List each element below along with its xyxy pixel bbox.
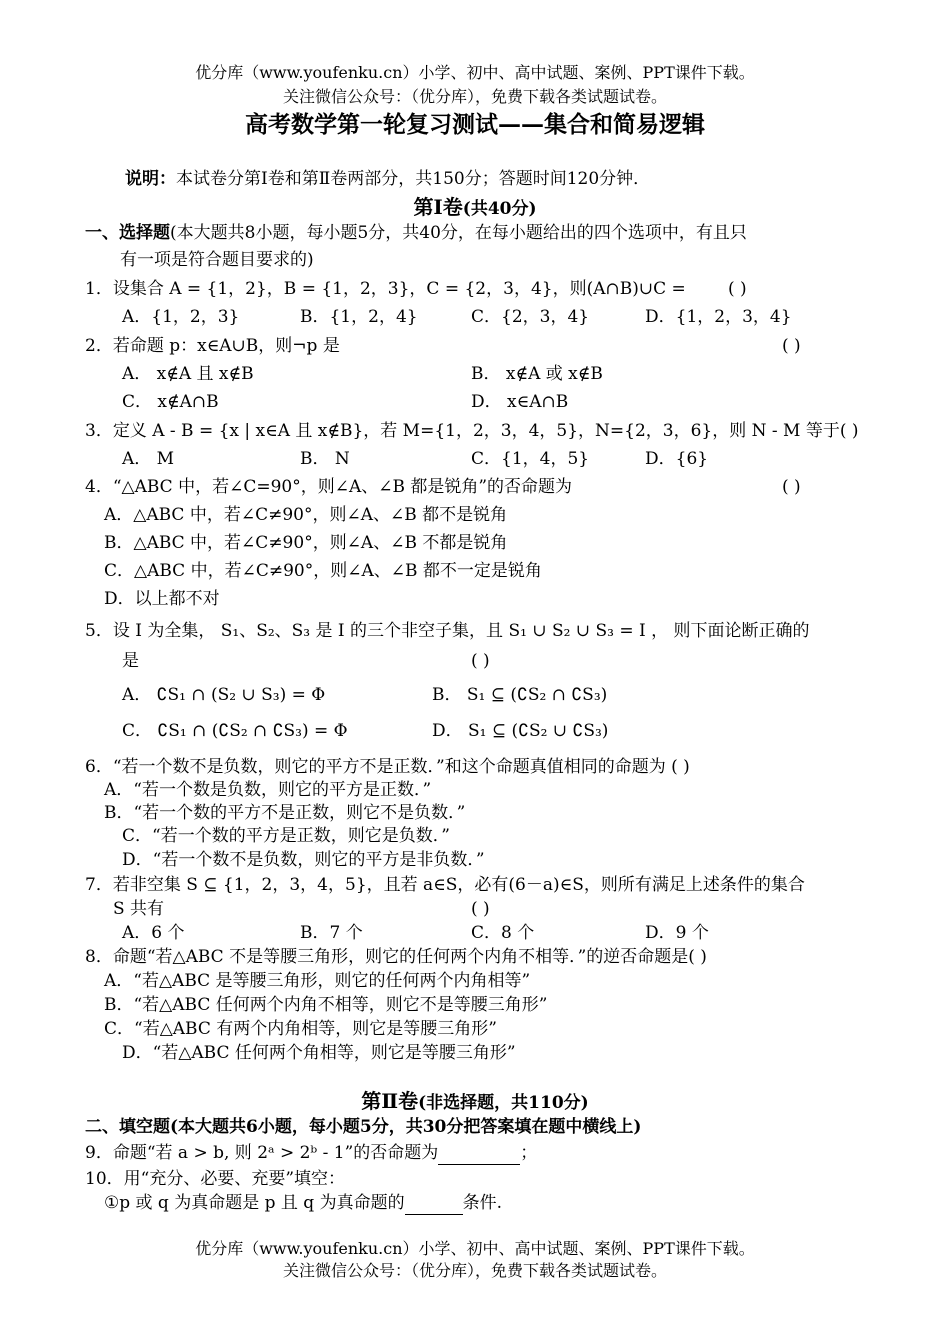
q7-stem2: S 共有 bbox=[113, 899, 165, 919]
footer-line-2: 关注微信公众号：（优分库），免费下载各类试题试卷。 bbox=[282, 1261, 667, 1280]
q1-option-b: B．{1，2，4} bbox=[300, 307, 418, 327]
q10-item1-tail: 条件. bbox=[462, 1193, 503, 1213]
q9-answer-blank[interactable] bbox=[438, 1144, 520, 1165]
part1-title: 第Ⅰ卷 bbox=[413, 195, 463, 219]
q6-option-c: C．“若一个数的平方是正数，则它是负数．” bbox=[122, 826, 450, 846]
q7-paren: ( ) bbox=[471, 899, 490, 919]
q7-stem: 7．若非空集 S ⊆ {1，2，3，4，5}，且若 a∈S，必有(6－a)∈S，则所有满足上述条件的集合 bbox=[85, 875, 805, 895]
q10-stem: 10．用“充分、必要、充要”填空： bbox=[85, 1169, 346, 1189]
q9 bbox=[85, 1144, 537, 1165]
header-line-1: 优分库（www.youfenku.cn）小学、初中、高中试题、案例、PPT课件下载。 bbox=[195, 63, 755, 82]
q1-paren: ( ) bbox=[728, 279, 747, 299]
q5-option-d: D． S₁ ⊆ (∁S₂ ∪ ∁S₃) bbox=[432, 721, 609, 741]
section1-line1 bbox=[85, 224, 747, 244]
q6-stem: 6．“若一个数不是负数，则它的平方不是正数．”和这个命题真值相同的命题为 ( ) bbox=[85, 757, 690, 777]
intro-label: 说明： bbox=[125, 169, 176, 189]
q1-stem: 1．设集合 A = {1，2}，B = {1，2，3}，C = {2，3，4}，则(A∩B)∪C = bbox=[85, 279, 686, 299]
q3-option-c: C．{1，4，5} bbox=[471, 449, 590, 469]
q3-option-b: B． N bbox=[300, 449, 350, 469]
q5-paren: ( ) bbox=[471, 651, 490, 671]
q5-option-b: B． S₁ ⊆ (∁S₂ ∩ ∁S₃) bbox=[432, 685, 608, 705]
q4-option-c: C．△ABC 中，若∠C≠90°，则∠A、∠B 都不一定是锐角 bbox=[104, 561, 542, 581]
q2-option-d: D． x∈A∩B bbox=[471, 392, 569, 412]
q7-option-d: D．9 个 bbox=[645, 923, 709, 943]
q8-stem: 8．命题“若△ABC 不是等腰三角形，则它的任何两个内角不相等．”的逆否命题是( ) bbox=[85, 947, 707, 967]
q4-stem: 4．“△ABC 中，若∠C=90°，则∠A、∠B 都是锐角”的否命题为 bbox=[85, 477, 573, 497]
q10-item1-text: ①p 或 q 为真命题是 p 且 q 为真命题的 bbox=[104, 1193, 405, 1213]
page-title: 高考数学第一轮复习测试——集合和简易逻辑 bbox=[245, 111, 705, 138]
q4-option-b: B．△ABC 中，若∠C≠90°，则∠A、∠B 不都是锐角 bbox=[104, 533, 508, 553]
part1-sub: (共40分) bbox=[462, 199, 537, 219]
q3-option-a: A． M bbox=[122, 449, 175, 469]
section1-text2: 有一项是符合题目要求的) bbox=[120, 250, 314, 270]
q10-item1 bbox=[104, 1194, 502, 1215]
q4-paren: ( ) bbox=[782, 477, 801, 497]
q8-option-a: A．“若△ABC 是等腰三角形，则它的任何两个内角相等” bbox=[104, 971, 531, 991]
q1-option-d: D．{1，2，3，4} bbox=[645, 307, 792, 327]
q8-option-d: D．“若△ABC 任何两个角相等，则它是等腰三角形” bbox=[122, 1043, 516, 1063]
q2-option-c: C． x∉A∩B bbox=[122, 392, 219, 412]
section2-text: 二、填空题(本大题共6小题，每小题5分，共30分把答案填在题中横线上) bbox=[85, 1117, 642, 1137]
section1-label: 一、选择题 bbox=[85, 223, 170, 243]
part1-heading bbox=[0, 196, 950, 220]
part2-heading bbox=[0, 1090, 950, 1114]
q10-item1-blank[interactable] bbox=[405, 1194, 463, 1215]
part2-sub: (非选择题，共110分) bbox=[418, 1093, 589, 1113]
q3-option-d: D．{6} bbox=[645, 449, 709, 469]
q2-option-b: B． x∉A 或 x∉B bbox=[471, 364, 603, 384]
q5-stem: 5．设 I 为全集， S₁、S₂、S₃ 是 I 的三个非空子集，且 S₁ ∪ S₂ ∪ S₃ = I ， 则下面论断正确的 bbox=[85, 621, 810, 641]
section1-text1: (本大题共8小题，每小题5分，共40分，在每小题给出的四个选项中，有且只 bbox=[170, 223, 747, 243]
q1-option-a: A．{1，2，3} bbox=[122, 307, 240, 327]
intro-text: 本试卷分第Ⅰ卷和第Ⅱ卷两部分，共150分；答题时间120分钟． bbox=[176, 169, 651, 189]
q9-stem: 9．命题“若 a > b, 则 2ᵃ > 2ᵇ - 1”的否命题为 bbox=[85, 1143, 439, 1163]
q7-option-a: A．6 个 bbox=[122, 923, 185, 943]
q3-stem: 3．定义 A - B = {x | x∈A 且 x∉B}，若 M={1，2，3，4，5}，N={2，3，6}，则 N - M 等于( ) bbox=[85, 421, 859, 441]
q1-option-c: C．{2，3，4} bbox=[471, 307, 590, 327]
q4-option-a: A．△ABC 中，若∠C≠90°，则∠A、∠B 都不是锐角 bbox=[104, 505, 508, 525]
q6-option-a: A．“若一个数是负数，则它的平方是正数．” bbox=[104, 780, 432, 800]
footer-line-1: 优分库（www.youfenku.cn）小学、初中、高中试题、案例、PPT课件下载。 bbox=[195, 1239, 755, 1258]
q5-option-a: A． ∁S₁ ∩ (S₂ ∪ S₃) = Φ bbox=[122, 685, 326, 705]
intro bbox=[125, 170, 650, 190]
q8-option-c: C．“若△ABC 有两个内角相等，则它是等腰三角形” bbox=[104, 1019, 497, 1039]
q7-option-c: C．8 个 bbox=[471, 923, 535, 943]
q6-option-d: D．“若一个数不是负数，则它的平方是非负数．” bbox=[122, 850, 485, 870]
q5-stem2: 是 bbox=[122, 651, 139, 671]
q8-option-b: B．“若△ABC 任何两个内角不相等，则它不是等腰三角形” bbox=[104, 995, 548, 1015]
q2-paren: ( ) bbox=[782, 336, 801, 356]
q6-option-b: B．“若一个数的平方不是正数，则它不是负数．” bbox=[104, 803, 466, 823]
q9-tail: ； bbox=[520, 1143, 538, 1163]
header-line-2: 关注微信公众号：（优分库），免费下载各类试题试卷。 bbox=[282, 87, 667, 106]
q5-option-c: C． ∁S₁ ∩ (∁S₂ ∩ ∁S₃) = Φ bbox=[122, 721, 348, 741]
part2-title: 第Ⅱ卷 bbox=[361, 1089, 419, 1113]
q2-stem: 2．若命题 p：x∈A∪B，则¬p 是 bbox=[85, 336, 340, 356]
q2-option-a: A． x∉A 且 x∉B bbox=[122, 364, 254, 384]
q4-option-d: D．以上都不对 bbox=[104, 589, 220, 609]
q7-option-b: B．7 个 bbox=[300, 923, 363, 943]
